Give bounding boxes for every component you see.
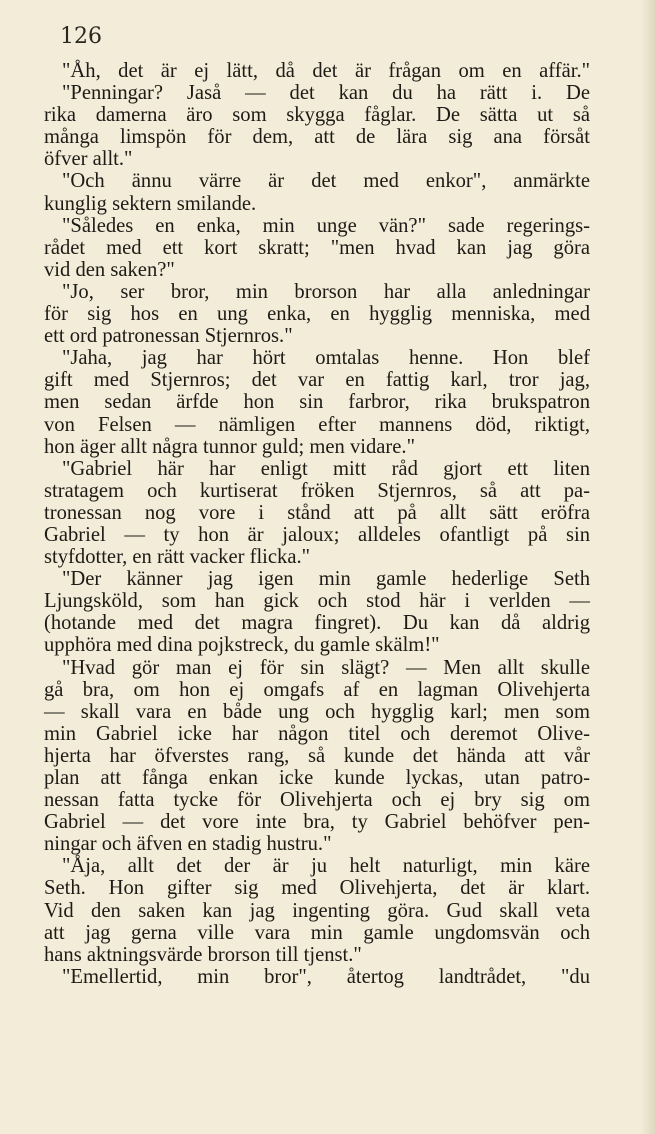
text-line: hjerta har öfverstes rang, så kunde det hända att vår xyxy=(44,744,590,767)
text-line: Seth. Hon gifter sig med Olivehjerta, det är klart. xyxy=(44,877,590,900)
text-line: rika damerna äro som skygga fåglar. De sätta ut så xyxy=(44,104,590,127)
text-line: "Åh, det är ej lätt, då det är frågan om en affär." xyxy=(62,60,590,82)
text-line: Gabriel — det vore inte bra, ty Gabriel behöfver pen- xyxy=(44,811,590,834)
text-line: många limspön för dem, att de lära sig ana försåt xyxy=(44,126,590,149)
text-line: "Gabriel här har enligt mitt råd gjort ett liten xyxy=(62,457,590,480)
text-line: rådet med ett kort skratt; "men hvad kan jag göra xyxy=(44,236,590,259)
text-line: (hotande med det magra fingret). Du kan då aldrig xyxy=(44,612,590,635)
text-line: tronessan nog vore i stånd att på allt sätt eröfra xyxy=(44,501,590,524)
text-line: "Jaha, jag har hört omtalas henne. Hon blef xyxy=(62,347,590,370)
text-line: "Åja, allt det der är ju helt naturligt, min käre xyxy=(62,855,590,878)
text-line: vid den saken?" xyxy=(44,258,175,281)
text-line: upphöra med dina pojkstreck, du gamle skälm!" xyxy=(44,634,440,657)
text-line: "Der känner jag igen min gamle hederlige Seth xyxy=(62,568,590,591)
text-line: "Penningar? Jaså — det kan du ha rätt i. De xyxy=(62,82,590,105)
text-line: Vid den saken kan jag ingenting göra. Gud skall veta xyxy=(44,899,590,922)
text-line: "Och ännu värre är det med enkor", anmärkte xyxy=(62,170,590,193)
page-number: 126 xyxy=(60,24,102,49)
text-line: för sig hos en ung enka, en hygglig menniska, med xyxy=(44,303,590,326)
text-line: stratagem och kurtiserat fröken Stjernros, så att pa- xyxy=(44,479,590,502)
body-text xyxy=(44,60,590,988)
text-line: plan att fånga enkan icke kunde lyckas, utan patro- xyxy=(44,767,590,789)
text-line: gå bra, om hon ej omgafs af en lagman Olivehjerta xyxy=(44,678,590,701)
text-line: att jag gerna ville vara min gamle ungdomsvän och xyxy=(44,921,590,944)
text-line: — skall vara en både ung och hygglig karl; men som xyxy=(44,700,590,723)
text-line: styfdotter, en rätt vacker flicka." xyxy=(44,546,311,569)
text-line: ett ord patronessan Stjernros." xyxy=(44,325,293,348)
text-line: hans aktningsvärde brorson till tjenst." xyxy=(44,943,362,966)
text-line: men sedan ärfde hon sin farbror, rika brukspatron xyxy=(44,391,590,414)
text-line: hon äger allt några tunnor guld; men vidare." xyxy=(44,435,415,458)
text-line: min Gabriel icke har någon titel och deremot Olive- xyxy=(44,722,590,745)
text-line: Gabriel — ty hon är jaloux; alldeles ofantligt på sin xyxy=(44,523,590,546)
text-line: öfver allt." xyxy=(44,148,133,171)
page-edge-shadow xyxy=(641,0,655,1134)
text-line: gift med Stjernros; det var en fattig karl, tror jag, xyxy=(44,369,590,392)
text-line: kunglig sektern smilande. xyxy=(44,192,257,215)
text-line: ningar och äfven en stadig hustru." xyxy=(44,833,332,856)
text-line: "Emellertid, min bror", återtog landtrådet, "du xyxy=(62,965,590,988)
text-line: Ljungsköld, som han gick och stod här i verlden — xyxy=(44,590,590,613)
text-line: von Felsen — nämligen efter mannens död, riktigt, xyxy=(44,413,590,436)
text-line: "Således en enka, min unge vän?" sade regerings- xyxy=(62,214,590,237)
text-line: "Hvad gör man ej för sin slägt? — Men allt skulle xyxy=(62,656,590,679)
text-line: "Jo, ser bror, min brorson har alla anledningar xyxy=(62,280,590,303)
text-line: nessan fatta tycke för Olivehjerta och ej bry sig om xyxy=(44,789,590,812)
